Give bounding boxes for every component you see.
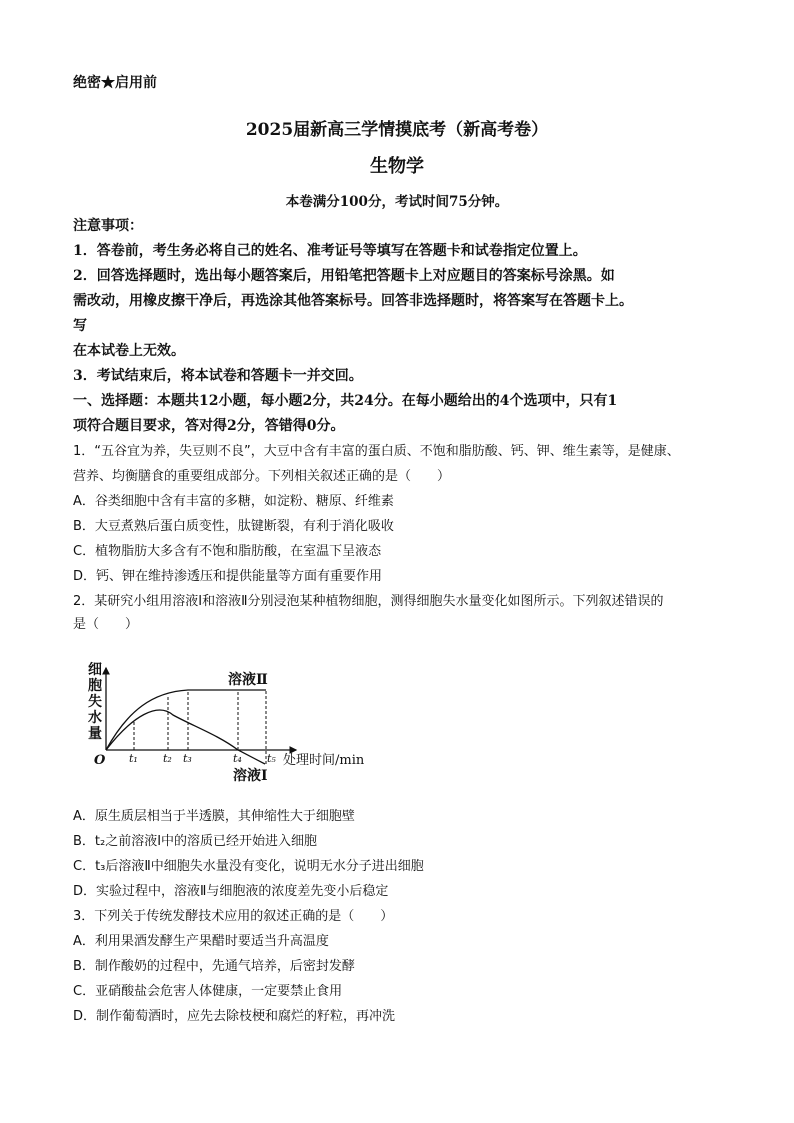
notes-item-2-line-2: 需改动，用橡皮擦干净后，再选涂其他答案标号。回答非选择题时，将答案写在答题卡上。	[73, 293, 633, 309]
notes-item-3: 3．考试结束后，将本试卷和答题卡一并交回。	[73, 368, 363, 384]
tick-t2: t₂	[163, 752, 172, 765]
q2-option-c: C．t₃后溶液Ⅱ中细胞失水量没有变化，说明无水分子进出细胞	[73, 859, 424, 874]
q3-stem: 3．下列关于传统发酵技术应用的叙述正确的是（ ）	[73, 909, 394, 924]
notes-heading: 注意事项：	[73, 218, 143, 234]
notes-item-1: 1．答卷前，考生务必将自己的姓名、准考证号等填写在答题卡和试卷指定位置上。	[73, 243, 587, 259]
q2-option-d: D．实验过程中，溶液Ⅱ与细胞液的浓度差先变小后稳定	[73, 884, 389, 899]
q3-option-d: D．制作葡萄酒时，应先去除枝梗和腐烂的籽粒，再冲洗	[73, 1009, 396, 1024]
q1-option-c: C．植物脂肪大多含有不饱和脂肪酸，在室温下呈液态	[73, 544, 382, 559]
chart-xlabel: 处理时间/min	[283, 753, 365, 768]
chart-origin: O	[94, 753, 106, 768]
q2-option-b: B．t₂之前溶液Ⅰ中的溶质已经开始进入细胞	[73, 834, 318, 849]
notes-item-2-line-4: 在本试卷上无效。	[73, 343, 185, 359]
q3-option-b: B．制作酸奶的过程中，先通气培养，后密封发酵	[73, 959, 355, 974]
q1-option-b: B．大豆煮熟后蛋白质变性，肽键断裂，有利于消化吸收	[73, 519, 394, 534]
q1-stem-line-1: 1．“五谷宜为养，失豆则不良”，大豆中含有丰富的蛋白质、不饱和脂肪酸、钙、钾、维生素等，是健康、	[73, 444, 680, 459]
confidential-label: 绝密★启用前	[73, 75, 157, 91]
q2-option-a: A．原生质层相当于半透膜，其伸缩性大于细胞壁	[73, 809, 355, 824]
chart-ylabel: 细胞失水量	[88, 662, 102, 742]
notes-item-2-line-3: 写	[73, 318, 87, 334]
tick-t3: t₃	[183, 752, 192, 765]
water-loss-chart	[83, 660, 383, 788]
tick-t4: t₄	[233, 752, 242, 765]
section-1-line-1: 一、选择题：本题共12小题，每小题2分，共24分。在每小题给出的4个选项中，只有1	[73, 393, 618, 409]
series-solution-1-label: 溶液Ⅰ	[233, 768, 268, 784]
q1-option-d: D．钙、钾在维持渗透压和提供能量等方面有重要作用	[73, 569, 383, 584]
q2-stem-line-2: 是（ ）	[73, 617, 139, 632]
q2-stem-line-1: 2．某研究小组用溶液Ⅰ和溶液Ⅱ分别浸泡某种植物细胞，测得细胞失水量变化如图所示。下列叙述错误的	[73, 594, 664, 609]
q1-option-a: A．谷类细胞中含有丰富的多糖，如淀粉、糖原、纤维素	[73, 494, 394, 509]
q3-option-c: C．亚硝酸盐会危害人体健康，一定要禁止食用	[73, 984, 343, 999]
exam-title: 2025届新高三学情摸底考（新高考卷）	[245, 120, 549, 140]
series-solution-2-curve	[106, 690, 266, 750]
series-solution-2-label: 溶液Ⅱ	[228, 672, 268, 688]
notes-item-2-line-1: 2．回答选择题时，选出每小题答案后，用铅笔把答题卡上对应题目的答案标号涂黑。如	[73, 268, 615, 284]
subject-title: 生物学	[370, 156, 424, 177]
section-1-line-2: 项符合题目要求，答对得2分，答错得0分。	[73, 418, 345, 434]
q3-option-a: A．利用果酒发酵生产果醋时要适当升高温度	[73, 934, 329, 949]
exam-info: 本卷满分100分，考试时间75分钟。	[285, 194, 509, 210]
q1-stem-line-2: 营养、均衡膳食的重要组成部分。下列相关叙述正确的是（ ）	[73, 469, 451, 484]
tick-t5: t₅	[267, 752, 276, 765]
tick-t1: t₁	[129, 752, 138, 765]
